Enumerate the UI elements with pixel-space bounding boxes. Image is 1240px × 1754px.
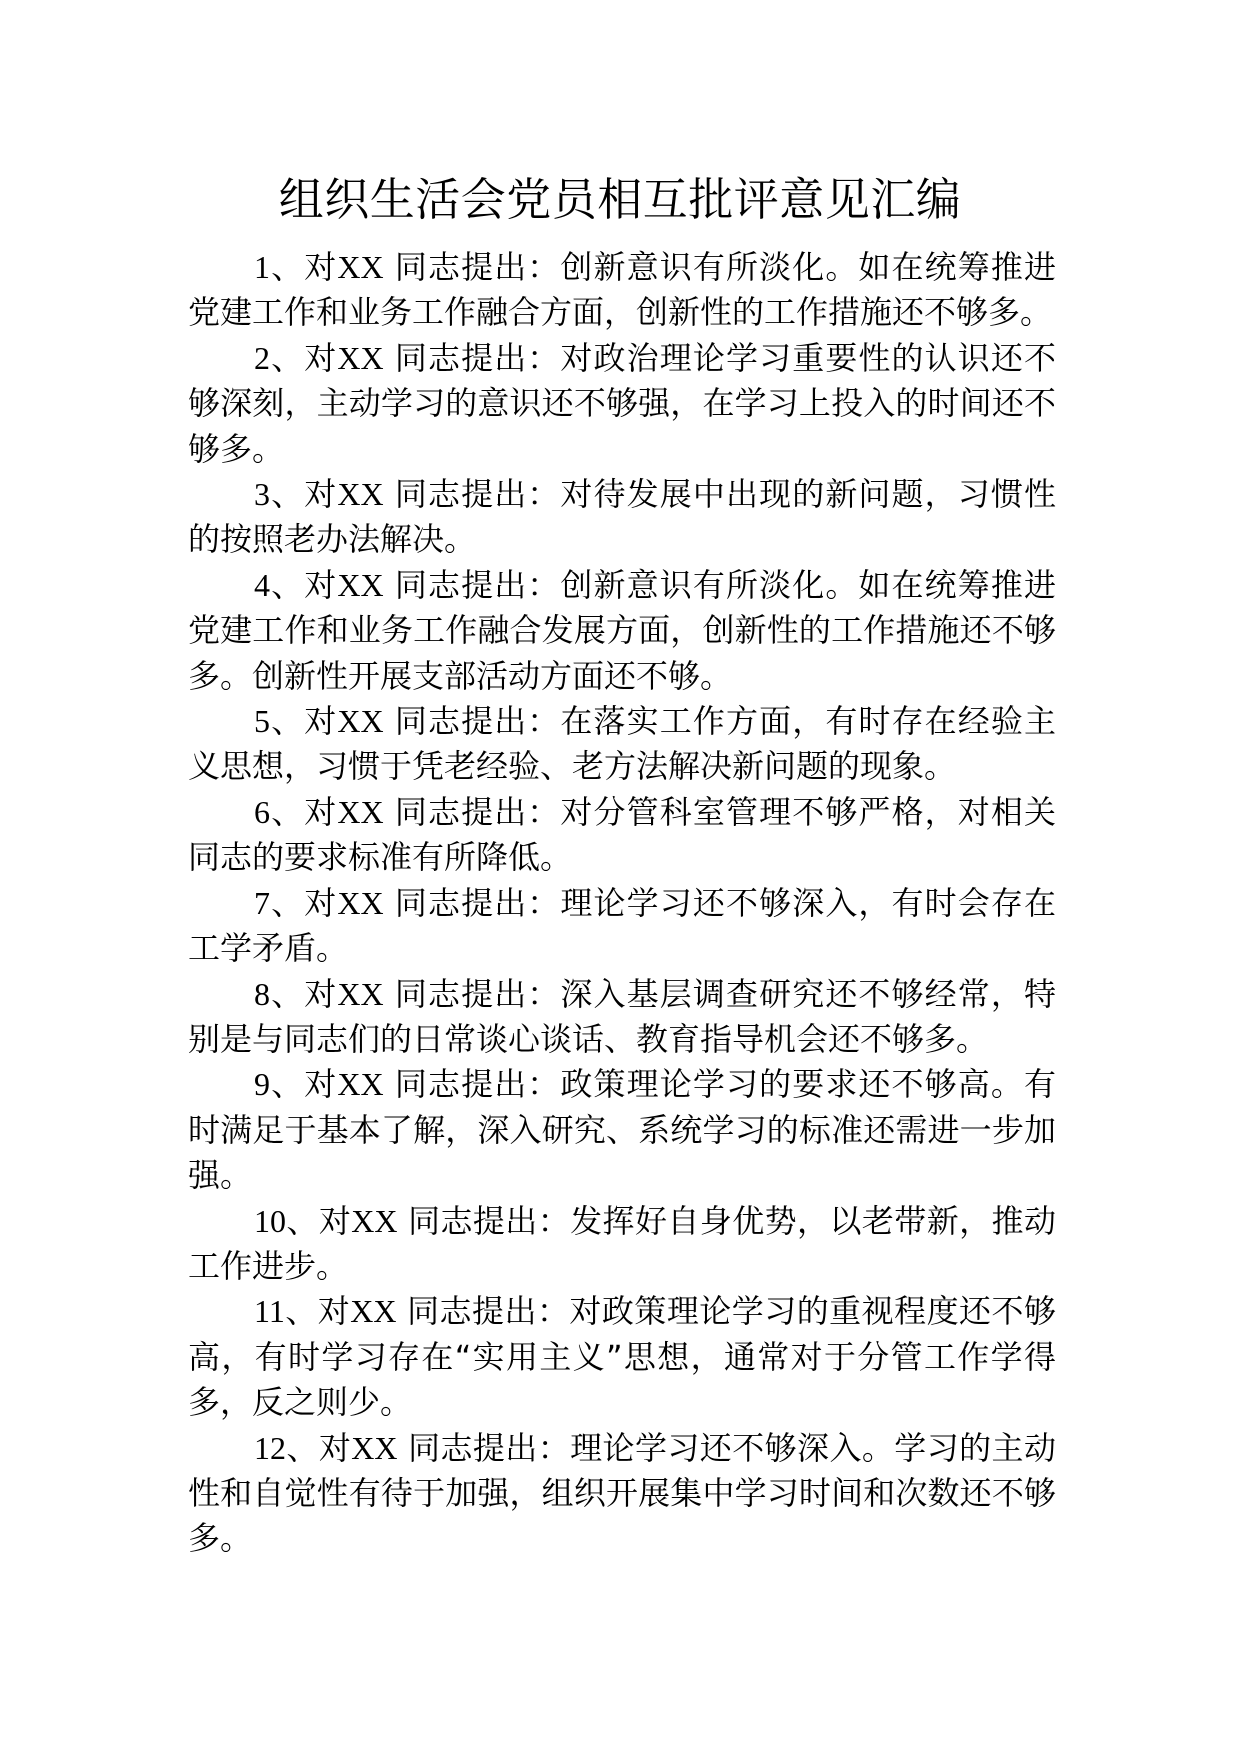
item-name: XX [337, 703, 384, 740]
item-text: 同志提出：在落实工作方面，有时存在经验主义思想，习惯于凭老经验、老方法解决新问题的现象。 [188, 702, 1056, 786]
item-separator: 、对 [270, 974, 338, 1013]
item-name: XX [351, 1202, 398, 1239]
item-number: 3 [254, 476, 270, 513]
list-item [188, 881, 1056, 972]
list-item [188, 245, 1056, 336]
item-name: XX [351, 1429, 398, 1466]
item-text: 同志提出：对分管科室管理不够严格，对相关同志的要求标准有所降低。 [188, 792, 1056, 877]
item-separator: 、对 [270, 475, 338, 514]
item-text: 同志提出：发挥好自身优势，以老带新，推动工作进步。 [188, 1201, 1056, 1285]
list-item [188, 1289, 1056, 1425]
item-number: 6 [254, 793, 270, 830]
list-item [188, 1426, 1056, 1562]
item-separator: 、对 [270, 883, 338, 922]
item-number: 4 [254, 566, 270, 603]
item-text: 同志提出：创新意识有所淡化。如在统筹推进党建工作和业务工作融合发展方面，创新性的工作措施还不够多。创新性开展支部活动方面还不够。 [188, 565, 1056, 695]
item-number: 12 [254, 1429, 286, 1466]
list-item [188, 699, 1056, 790]
list-item [188, 972, 1056, 1063]
item-separator: 、对 [270, 338, 338, 377]
item-separator: 、对 [270, 248, 338, 286]
item-name: XX [337, 884, 384, 921]
item-number: 10 [254, 1202, 286, 1239]
list-item [188, 563, 1056, 699]
item-name: XX [337, 1066, 384, 1103]
document-body [188, 245, 1056, 1562]
item-number: 7 [254, 884, 270, 921]
item-number: 11 [254, 1293, 285, 1330]
item-number: 5 [254, 703, 270, 740]
item-separator: 、对 [284, 1292, 351, 1331]
item-name: XX [337, 793, 384, 830]
item-name: XX [337, 975, 384, 1012]
item-name: XX [337, 249, 384, 285]
document-title: 组织生活会党员相互批评意见汇编 [278, 173, 962, 226]
list-item [188, 1062, 1056, 1198]
item-number: 9 [254, 1066, 270, 1103]
item-separator: 、对 [270, 792, 338, 831]
item-number: 2 [254, 339, 270, 376]
item-text: 同志提出：对待发展中出现的新问题，习惯性的按照老办法解决。 [188, 475, 1056, 559]
item-text: 同志提出：政策理论学习的要求还不够高。有时满足于基本了解，深入研究、系统学习的标准还需进一步加强。 [188, 1065, 1056, 1195]
item-number: 1 [254, 249, 270, 285]
item-separator: 、对 [286, 1428, 352, 1467]
item-name: XX [337, 339, 384, 376]
item-text: 同志提出：理论学习还不够深入，有时会存在工学矛盾。 [188, 883, 1056, 968]
item-name: XX [350, 1293, 397, 1330]
list-item [188, 790, 1056, 881]
item-text: 同志提出：对政治理论学习重要性的认识还不够深刻，主动学习的意识还不够强，在学习上投入的时间还不够多。 [188, 338, 1056, 468]
item-text: 同志提出：理论学习还不够深入。学习的主动性和自觉性有待于加强，组织开展集中学习时间和次数还不够多。 [188, 1428, 1056, 1558]
item-name: XX [337, 476, 384, 513]
item-separator: 、对 [270, 1065, 338, 1104]
item-text: 同志提出：深入基层调查研究还不够经常，特别是与同志们的日常谈心谈话、教育指导机会还不够多。 [188, 974, 1056, 1058]
list-item [188, 1199, 1056, 1290]
list-item [188, 336, 1056, 472]
item-text: 同志提出：创新意识有所淡化。如在统筹推进党建工作和业务工作融合方面，创新性的工作措施还不够多。 [188, 248, 1056, 332]
item-separator: 、对 [286, 1201, 352, 1240]
list-item [188, 472, 1056, 563]
item-separator: 、对 [270, 702, 338, 741]
item-name: XX [337, 566, 384, 603]
item-text: 同志提出：对政策理论学习的重视程度还不够高，有时学习存在“实用主义”思想，通常对于分管工作学得多，反之则少。 [188, 1292, 1056, 1422]
item-separator: 、对 [270, 565, 338, 604]
item-number: 8 [254, 975, 270, 1012]
